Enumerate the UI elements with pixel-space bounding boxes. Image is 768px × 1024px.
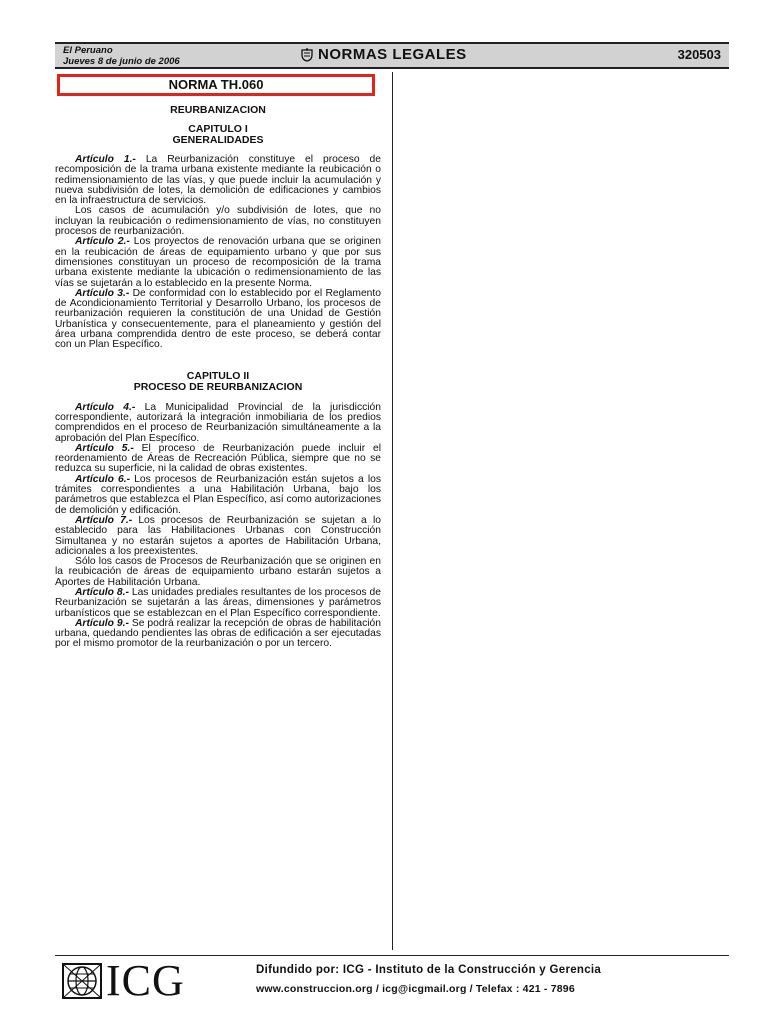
chapter2-body [55, 403, 381, 650]
article-text: El proceso de Reurbanización puede incluir el reordenamiento de Áreas de Recreación Pública, siempre que no se reduzca su superficie, ni la calidad de obras existentes. [55, 442, 382, 475]
article-label: Artículo 4.- [75, 401, 136, 413]
article-text: Se podrá realizar la recepción de obras de habilitación urbana, quedando pendientes las obras de edificación a ser ejecutadas por el mismo promotor de la reurbanización o por un tercero. [55, 617, 381, 650]
article-paragraph [55, 588, 381, 619]
article-paragraph [55, 289, 381, 351]
article-paragraph [55, 206, 381, 237]
article-paragraph [55, 557, 381, 588]
footer-credit: Difundido por: ICG - Instituto de la Construcción y Gerencia [256, 964, 602, 976]
article-paragraph [55, 403, 381, 444]
page-header [55, 42, 729, 69]
article-paragraph [55, 475, 381, 516]
article-label: Artículo 1.- [75, 154, 136, 165]
chapter2-subtitle: PROCESO DE REURBANIZACION [133, 380, 303, 393]
article-label: Artículo 7.- [75, 514, 133, 526]
article-label: Artículo 9.- [75, 617, 129, 629]
article-label: Artículo 8.- [75, 586, 129, 598]
header-left [63, 45, 180, 67]
article-label: Artículo 5.- [75, 442, 134, 454]
article-paragraph [55, 516, 381, 557]
publication-name: El Peruano [63, 45, 113, 56]
article-label: Artículo 2.- [75, 236, 130, 248]
article-text: De conformidad con lo establecido por el Reglamento de Acondicionamiento Territorial y Desarrollo Urbano, los procesos de reurbanización requieren la constitución de una Unidad de Gestión Urbanística y consecuentemente, para el planeamiento y gestión del área urbana comprendida dentro de este proceso, se deberá contar con un Plan Específico. [55, 287, 381, 351]
norma-title: NORMA TH.060 [57, 74, 375, 96]
article-paragraph [55, 155, 381, 206]
icg-logo [62, 956, 185, 1005]
article-paragraph [55, 444, 381, 475]
article-text: Los proyectos de renovación urbana que se originen en la reubicación de áreas de equipamiento urbano y que por sus dimensiones constituyan un proceso de recomposición de la trama urbana existente mediante la ubicación o redimensionamiento de las vías se sujetarán a lo establecido en la presente Norma. [55, 236, 381, 289]
article-text: La Reurbanización constituye el proceso de recomposición de la trama urbana existente mediante la reubicación o redimensionamiento de las vías, y que puede incluir la acumulación y nueva subdivisión de lotes, la demolición de edificaciones y cambios en la infraestructura de servicios. [55, 154, 382, 207]
icg-globe-icon [62, 963, 102, 999]
header-center [300, 46, 467, 63]
article-text: La Municipalidad Provincial de la jurisdicción correspondiente, autorizará la integración inmobiliaria de los predios comprendidos en el proceso de Reurbanización simultáneamente a la aprobación del Plan Específico. [55, 401, 381, 444]
chapter1-body [55, 155, 381, 351]
document-subtitle: REURBANIZACION [170, 104, 266, 116]
crest-icon [300, 48, 314, 62]
article-text: Los casos de acumulación y/o subdivisión de lotes, que no incluyan la reubicación o redimensionamiento de vías, no constituyen procesos de reurbanización. [55, 205, 381, 238]
page-number: 320503 [677, 47, 721, 62]
logo-text: ICG [106, 956, 185, 1005]
article-text: Las unidades prediales resultantes de los procesos de Reurbanización se sujetarán a las áreas, dimensiones y parámetros urbanísticos que se establezcan en el Plan Específico correspondiente. [55, 586, 381, 619]
article-text: Los procesos de Reurbanización se sujetan a lo establecido para las Habilitaciones Urbanas con Construcción Simultanea y no estarán sujetos a aportes de Habilitación Urbana, adicionales a los preexistentes. [55, 514, 381, 557]
section-title: NORMAS LEGALES [318, 46, 467, 63]
article-paragraph [55, 237, 381, 288]
column-divider [392, 72, 393, 950]
article-label: Artículo 3.- [75, 287, 130, 299]
footer-contact: www.construccion.org / icg@icgmail.org / Telefax : 421 - 7896 [256, 983, 575, 995]
publication-date: Jueves 8 de junio de 2006 [63, 56, 180, 67]
article-paragraph [55, 619, 381, 650]
article-label: Artículo 6.- [75, 473, 131, 485]
chapter2-title: CAPITULO II [186, 369, 250, 382]
chapter1-title: CAPITULO I [188, 123, 248, 135]
article-text: Los procesos de Reurbanización están sujetos a los trámites correspondientes a una Habilitación Urbana, bajo los parámetros que establezca el Plan Específico, así como autorizaciones de demolición y edificación. [55, 473, 381, 516]
article-text: Sólo los casos de Procesos de Reurbanización que se originen en la reubicación de áreas de equipamiento urbano estarán sujetos a Aportes de Habilitación Urbana. [55, 556, 381, 588]
chapter1-subtitle: GENERALIDADES [172, 134, 264, 146]
left-column [55, 72, 381, 650]
